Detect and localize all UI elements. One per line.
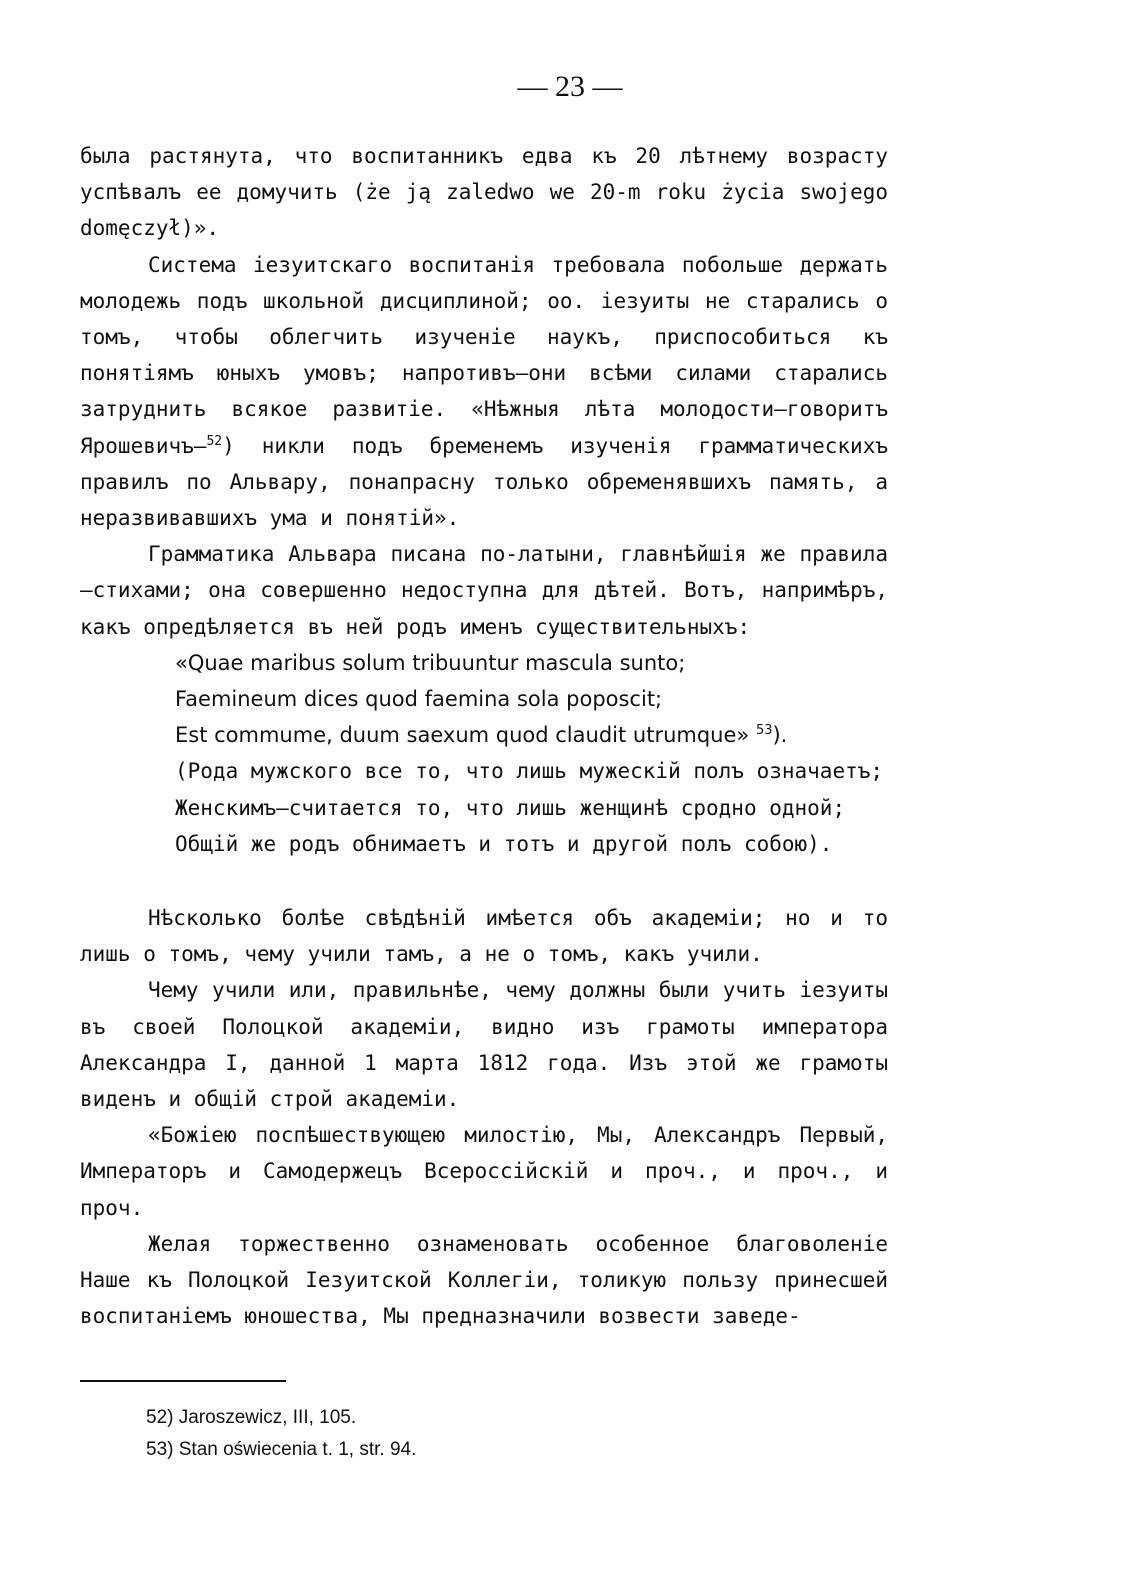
paragraph: Чему учили или, правильнѣе, чему должны были учить iезуиты въ своей Полоцкой академiи, видно изъ грамоты императора Александра I, данной 1 марта 1812 года. Изъ этой же грамоты виденъ и общiй строй академiи. (80, 978, 888, 1112)
verse-line-tail: ). (772, 723, 788, 748)
paragraph-text-continued: ) никли подъ бременемъ изученiя грамматическихъ правилъ по Альвару, понапрасну только обременявшихъ память, а неразвивавшихъ ума и понятiй». (80, 433, 888, 531)
footnote-ref: 52 (206, 433, 223, 449)
paragraph-text: Система iезуитскаго воспитанiя требовала побольше держать молодежь подъ школьной дисциплиной; оо. iезуиты не старались о томъ, чтобы облегчить изученiе наукъ, приспособиться къ понятiямъ юныхъ умовъ; напротивъ—они всѣми силами старались затруднить всякое развитiе. «Нѣжныя лѣта молодости—говоритъ Ярошевичъ— (80, 252, 888, 458)
paragraph: Желая торжественно ознаменовать особенное благоволенiе Наше къ Полоцкой Iезуитской Коллегiи, толикую пользу принесшей воспитанiемъ юношества, Мы предназначили возвести заведе- (80, 1231, 888, 1329)
verse-block (175, 645, 888, 862)
verse-line-russian: Женскимъ—считается то, что лишь женщинѣ сродно одной; (175, 795, 846, 820)
footnote: 53) Stan oświecenia t. 1, str. 94. (146, 1439, 417, 1460)
footnote: 52) Jaroszewicz, III, 105. (146, 1407, 357, 1428)
paragraph: Грамматика Альвара писана по-латыни, главнѣйшiя же правила—стихами; она совершенно недоступна для дѣтей. Вотъ, напримѣръ, какъ опредѣляется въ ней родъ именъ существительныхъ: (80, 542, 888, 639)
footnote-ref: 53 (755, 723, 773, 739)
paragraph: Нѣсколько болѣе свѣдѣнiй имѣется объ академiи; но и то лишь о томъ, чему учили тамъ, а не о томъ, какъ учили. (80, 906, 888, 967)
footnotes (146, 1402, 416, 1466)
verse-line-latin: «Quae maribus solum tribuuntur mascula sunto; (175, 650, 686, 675)
section-gap (80, 862, 888, 900)
verse-line-latin (175, 717, 888, 753)
verse-line-russian: Общiй же родъ обнимаетъ и тотъ и другой полъ собою). (175, 831, 833, 856)
paragraph (80, 247, 888, 537)
footnote-divider (80, 1380, 286, 1382)
paragraph: была растянута, что воспитанникъ едва къ 20 лѣтнему возрасту успѣвалъ ее домучить (że ją zaledwo we 20-m roku życia swojego domęczył)». (80, 144, 888, 241)
verse-line-text: Est commume, duum saexum quod claudit utrumque» (175, 723, 750, 748)
page-number: — 23 — (517, 70, 623, 103)
verse-line-russian: (Рода мужского все то, что лишь мужескiй полъ означаетъ; (175, 759, 884, 784)
paragraph: «Божiею поспѣшествующею милостiю, Мы, Александръ Первый, Императоръ и Самодержецъ Всероссiйскiй и проч., и проч., и проч. (80, 1123, 888, 1220)
verse-line-latin: Faemineum dices quod faemina sola poposcit; (175, 687, 663, 712)
body-text (80, 138, 888, 1335)
